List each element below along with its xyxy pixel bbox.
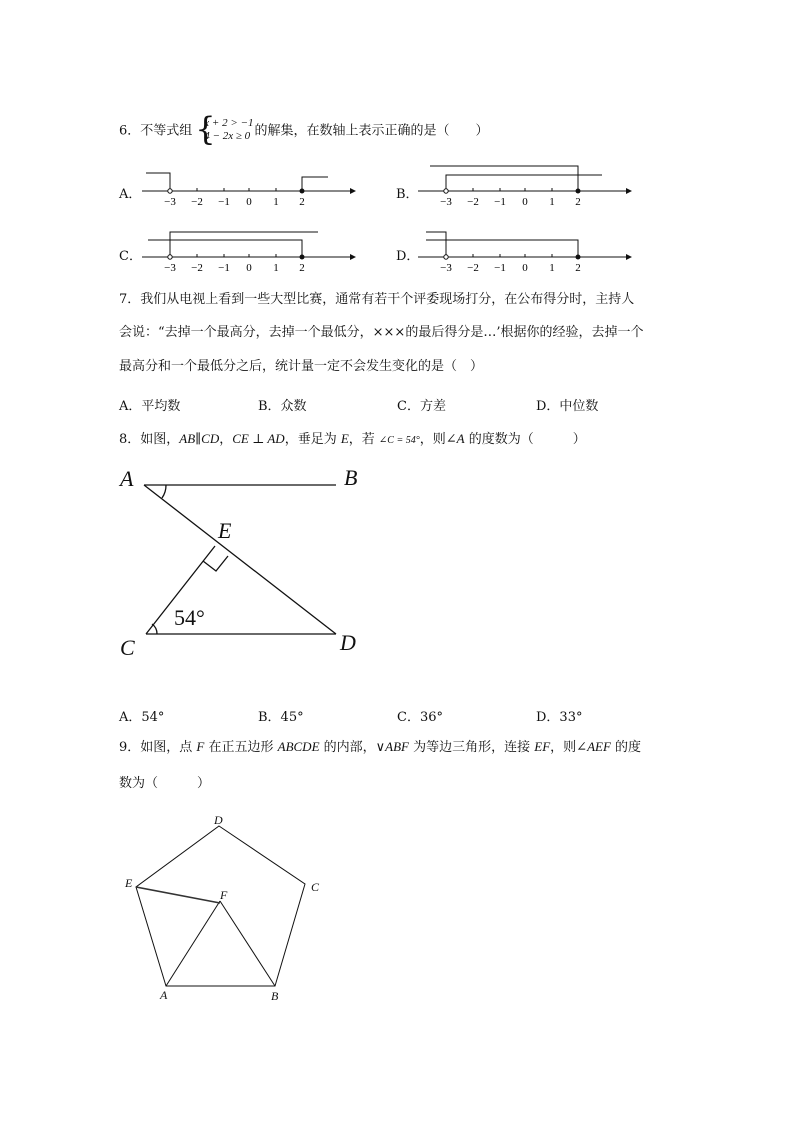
- point-label-f: F: [220, 888, 228, 902]
- q8-text: ，: [219, 432, 233, 447]
- q8-stem: [119, 430, 586, 450]
- q9-text: 在正五边形: [204, 740, 278, 755]
- point-label-e: E: [125, 876, 133, 890]
- q7-option-b: B．众数: [258, 399, 307, 414]
- q8-perp: CE ⊥ AD: [232, 431, 285, 446]
- tick-label: −1: [218, 196, 230, 208]
- q6-number-line-c: [140, 228, 360, 272]
- q6-option-b-label: B．: [396, 187, 419, 202]
- point-label-b: B: [271, 989, 279, 1003]
- q7-line-3: 最高分和一个最低分之后，统计量一定不会发生变化的是（ ）: [119, 359, 484, 374]
- q6-inequality-system: [195, 110, 254, 148]
- q6-stem: [119, 110, 489, 148]
- q9-text: 为等边三角形，连接: [409, 740, 535, 755]
- tick-label: −1: [494, 262, 506, 274]
- q8-text: ，若: [348, 432, 379, 447]
- q6-ineq-2: 4 − 2x ≥ 0: [204, 130, 251, 142]
- tick-label: 0: [246, 262, 252, 274]
- q8-option-b: B．45°: [258, 710, 304, 725]
- q7-line-2: 会说：“去掉一个最高分，去掉一个最低分，×××的最后得分是…’根据你的经验，去掉一个: [119, 325, 644, 340]
- q9-stem-line-2: 数为（ ）: [119, 776, 211, 791]
- q8-text: 的度数为（ ）: [464, 432, 586, 447]
- q8-option-c: C．36°: [397, 710, 443, 725]
- q7-line-1: 7．我们从电视上看到一些大型比赛，通常有若干个评委现场打分，在公布得分时，主持人: [119, 292, 635, 307]
- q9-text: ，则: [550, 740, 577, 755]
- q6-number-line-b: [416, 160, 636, 208]
- q9-text: 的内部，: [319, 740, 376, 755]
- point-label-b: B: [344, 465, 358, 490]
- q7-option-a: A．平均数: [119, 399, 181, 414]
- q9-pentagon: ABCDE: [277, 739, 320, 754]
- q9-text: 的度: [610, 740, 642, 755]
- q6-option-c-label: C．: [119, 249, 142, 264]
- q6-option-a-label: A．: [119, 187, 142, 202]
- q6-number-line-d: [416, 228, 636, 272]
- q8-angle-c: ∠C = 54°: [378, 435, 420, 446]
- tick-label: 2: [299, 262, 305, 274]
- tick-label: −1: [494, 196, 506, 208]
- q7-option-c: C．方差: [397, 399, 446, 414]
- tick-label: −3: [164, 196, 176, 208]
- point-label-a: A: [120, 466, 134, 491]
- q8-prefix: 8．如图，: [119, 432, 180, 447]
- angle-label-54: 54°: [174, 605, 205, 630]
- q8-parallel: AB∥CD: [179, 431, 220, 446]
- q8-text: ，则: [419, 432, 446, 447]
- tick-label: −2: [467, 262, 479, 274]
- q8-option-d: D．33°: [536, 710, 583, 725]
- tick-label: 1: [549, 196, 555, 208]
- q8-angle-a: ∠A: [445, 431, 465, 446]
- q7-option-d: D．中位数: [536, 399, 599, 414]
- tick-label: 1: [549, 262, 555, 274]
- q8-figure: [110, 460, 370, 660]
- tick-label: −1: [218, 262, 230, 274]
- q9-angle: ∠AEF: [576, 739, 611, 754]
- point-label-d: D: [214, 813, 223, 827]
- point-label-c: C: [311, 880, 320, 894]
- q6-option-d-label: D．: [396, 249, 420, 264]
- q8-foot: E: [340, 431, 349, 446]
- q8-option-a: A．54°: [119, 710, 165, 725]
- tick-label: 1: [273, 262, 279, 274]
- tick-label: 0: [522, 196, 528, 208]
- point-label-a: A: [160, 988, 168, 1002]
- tick-label: −2: [191, 196, 203, 208]
- point-label-d: D: [340, 630, 356, 655]
- tick-label: 2: [575, 262, 581, 274]
- brace-icon: {: [195, 110, 216, 148]
- tick-label: 1: [273, 196, 279, 208]
- q9-prefix: 9．如图，点: [119, 740, 197, 755]
- q6-suffix: 的解集，在数轴上表示正确的是（ ）: [254, 123, 489, 139]
- q9-figure: [120, 810, 340, 1010]
- tick-label: −2: [191, 262, 203, 274]
- q9-triangle: ∨ABF: [375, 739, 409, 754]
- q6-prefix: 不等式组: [140, 123, 193, 139]
- q8-text: ，垂足为: [284, 432, 341, 447]
- q6-number: 6．: [119, 123, 141, 139]
- tick-label: 0: [522, 262, 528, 274]
- q9-segment: EF: [534, 739, 551, 754]
- tick-label: 0: [246, 196, 252, 208]
- point-label-e: E: [218, 518, 232, 543]
- q6-number-line-a: [140, 168, 360, 208]
- point-label-c: C: [120, 635, 135, 660]
- q6-ineq-1: x + 2 > −1: [204, 117, 254, 129]
- q9-point-f: F: [196, 739, 205, 754]
- q9-stem-line-1: [119, 738, 641, 757]
- tick-label: −3: [440, 196, 452, 208]
- tick-label: −2: [467, 196, 479, 208]
- tick-label: −3: [440, 262, 452, 274]
- tick-label: −3: [164, 262, 176, 274]
- tick-label: 2: [575, 196, 581, 208]
- tick-label: 2: [299, 196, 305, 208]
